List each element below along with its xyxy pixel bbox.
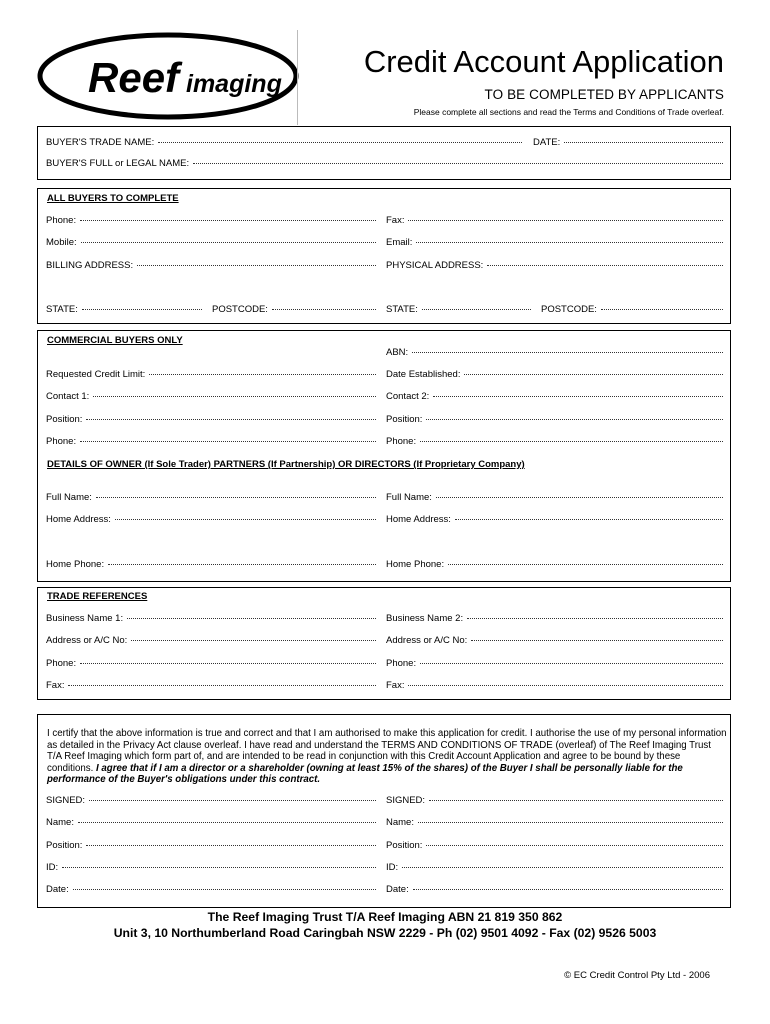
date-field[interactable]: DATE:	[533, 137, 723, 148]
id2-field[interactable]: ID:	[386, 862, 723, 873]
cert-position1-field[interactable]: Position:	[46, 840, 376, 851]
page-subtitle: TO BE COMPLETED BY APPLICANTS	[484, 87, 724, 102]
ref-phone1-field[interactable]: Phone:	[46, 658, 376, 669]
physical-address-line2[interactable]	[386, 282, 723, 294]
id1-field[interactable]: ID:	[46, 862, 376, 873]
signed2-field[interactable]: SIGNED:	[386, 795, 723, 806]
footer-company-line: The Reef Imaging Trust T/A Reef Imaging ABN 21 819 350 862	[207, 910, 563, 924]
footer-address-line: Unit 3, 10 Northumberland Road Caringbah NSW 2229 - Ph (02) 9501 4092 - Fax (02) 9526 5003	[113, 926, 657, 940]
ref-address1-field[interactable]: Address or A/C No:	[46, 635, 376, 646]
legal-name-field[interactable]: BUYER'S FULL or LEGAL NAME:	[46, 158, 723, 169]
all-buyers-heading: ALL BUYERS TO COMPLETE	[47, 193, 179, 204]
full-name1-field[interactable]: Full Name:	[46, 492, 376, 503]
logo-divider	[297, 30, 298, 125]
physical-address-field[interactable]: PHYSICAL ADDRESS:	[386, 260, 723, 271]
postcode2-field[interactable]: POSTCODE:	[541, 304, 723, 315]
certification-text	[47, 728, 727, 786]
cert-date2-field[interactable]: Date:	[386, 884, 723, 895]
home-address2-line2[interactable]	[386, 537, 723, 549]
mobile-field[interactable]: Mobile:	[46, 237, 376, 248]
cert-position2-field[interactable]: Position:	[386, 840, 723, 851]
business-name1-field[interactable]: Business Name 1:	[46, 613, 376, 624]
position1-field[interactable]: Position:	[46, 414, 376, 425]
logo-word-imaging: imaging	[186, 70, 282, 98]
ref-fax2-field[interactable]: Fax:	[386, 680, 723, 691]
home-address2-field[interactable]: Home Address:	[386, 514, 723, 525]
instructions-text: Please complete all sections and read the Terms and Conditions of Trade overleaf.	[413, 107, 724, 117]
home-phone2-field[interactable]: Home Phone:	[386, 559, 723, 570]
logo-word-reef: Reef	[88, 54, 180, 101]
buyer-name-box	[37, 126, 731, 180]
ref-phone2-field[interactable]: Phone:	[386, 658, 723, 669]
name2-field[interactable]: Name:	[386, 817, 723, 828]
credit-limit-field[interactable]: Requested Credit Limit:	[46, 369, 376, 380]
copyright-notice: © EC Credit Control Pty Ltd - 2006	[564, 970, 710, 981]
certification-body: I certify that the above information is true and correct and that I am authorised to make this application for credit. I authorise the use of my personal information as detailed in the Privacy Act clause overleaf. I have read and understand the TERMS AND CONDITIONS OF TRADE (overleaf) of The Reef Imaging Trust T/A Reef Imaging which form part of, and are intended to be read in conjunction with this Credit Account Application and agree to be bound by these conditions.	[47, 728, 727, 774]
trade-name-field[interactable]: BUYER'S TRADE NAME:	[46, 137, 522, 148]
email-field[interactable]: Email:	[386, 237, 723, 248]
business-name2-field[interactable]: Business Name 2:	[386, 613, 723, 624]
postcode-field[interactable]: POSTCODE:	[212, 304, 376, 315]
fax-field[interactable]: Fax:	[386, 215, 723, 226]
phone-field[interactable]: Phone:	[46, 215, 376, 226]
billing-address-line2[interactable]	[46, 282, 376, 294]
director-liability-text: I agree that if I am a director or a shareholder (owning at least 15% of the shares) of the Buyer I shall be personally liable for the performance of the Buyer's obligations under this contract.	[47, 762, 683, 786]
date-established-field[interactable]: Date Established:	[386, 369, 723, 380]
page-title: Credit Account Application	[363, 44, 724, 79]
contact2-field[interactable]: Contact 2:	[386, 391, 723, 402]
contact1-field[interactable]: Contact 1:	[46, 391, 376, 402]
commercial-phone2-field[interactable]: Phone:	[386, 436, 723, 447]
cert-date1-field[interactable]: Date:	[46, 884, 376, 895]
ref-fax1-field[interactable]: Fax:	[46, 680, 376, 691]
trade-references-heading: TRADE REFERENCES	[47, 591, 148, 602]
billing-address-field[interactable]: BILLING ADDRESS:	[46, 260, 376, 271]
reef-imaging-logo	[36, 30, 300, 122]
full-name2-field[interactable]: Full Name:	[386, 492, 723, 503]
home-address1-field[interactable]: Home Address:	[46, 514, 376, 525]
home-phone1-field[interactable]: Home Phone:	[46, 559, 376, 570]
state-field[interactable]: STATE:	[46, 304, 202, 315]
ref-address2-field[interactable]: Address or A/C No:	[386, 635, 723, 646]
commercial-heading: COMMERCIAL BUYERS ONLY	[47, 335, 183, 346]
commercial-phone1-field[interactable]: Phone:	[46, 436, 376, 447]
owners-heading: DETAILS OF OWNER (If Sole Trader) PARTNERS (If Partnership) OR DIRECTORS (If Proprietary Company)	[47, 459, 525, 470]
name1-field[interactable]: Name:	[46, 817, 376, 828]
state2-field[interactable]: STATE:	[386, 304, 531, 315]
signed1-field[interactable]: SIGNED:	[46, 795, 376, 806]
position2-field[interactable]: Position:	[386, 414, 723, 425]
abn-field[interactable]: ABN:	[386, 347, 723, 358]
home-address1-line2[interactable]	[46, 537, 376, 549]
